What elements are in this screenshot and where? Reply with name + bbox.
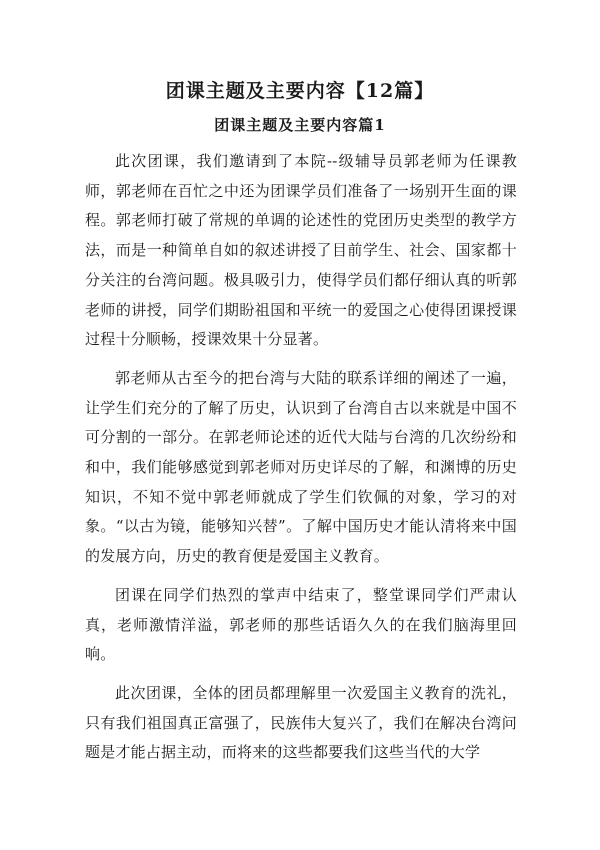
paragraph-1: 此次团课，我们邀请到了本院--级辅导员郭老师为任课教师，郭老师在百忙之中还为团课学员们准备了一场别开生面的课程。郭老师打破了常规的单调的论述性的党团历史类型的教学方法，而是一种简单自如的叙述讲授了目前学生、社会、国家都十分关注的台湾问题。极具吸引力，使得学员们都仔细认真的听郭老师的讲授，同学们期盼祖国和平统一的爱国之心使得团课授课过程十分顺畅，授课效果十分显著。 — [85, 152, 517, 349]
document-title: 团课主题及主要内容【12篇】 — [165, 80, 435, 102]
document-subtitle: 团课主题及主要内容篇1 — [214, 116, 386, 134]
paragraph-4: 此次团课，全体的团员都理解里一次爱国主义教育的洗礼，只有我们祖国真正富强了，民族伟大复兴了，我们在解决台湾问题是才能占据主动，而将来的这些都要我们这些当代的大学 — [85, 683, 517, 762]
document-body — [85, 147, 517, 777]
paragraph-2: 郭老师从古至今的把台湾与大陆的联系详细的阐述了一遍，让学生们充分的了解了历史，认识到了台湾自古以来就是中国不可分割的一部分。在郭老师论述的近代大陆与台湾的几次纷纷和和中，我们能够感觉到郭老师对历史详尽的了解，和渊博的历史知识，不知不觉中郭老师就成了学生们钦佩的对象，学习的对象。“以古为镜，能够知兴替”。了解中国历史才能认清将来中国的发展方向，历史的教育便是爱国主义教育。 — [85, 368, 517, 566]
paragraph-3: 团课在同学们热烈的掌声中结束了，整堂课同学们严肃认真，老师激情洋溢，郭老师的那些话语久久的在我们脑海里回响。 — [85, 585, 517, 664]
